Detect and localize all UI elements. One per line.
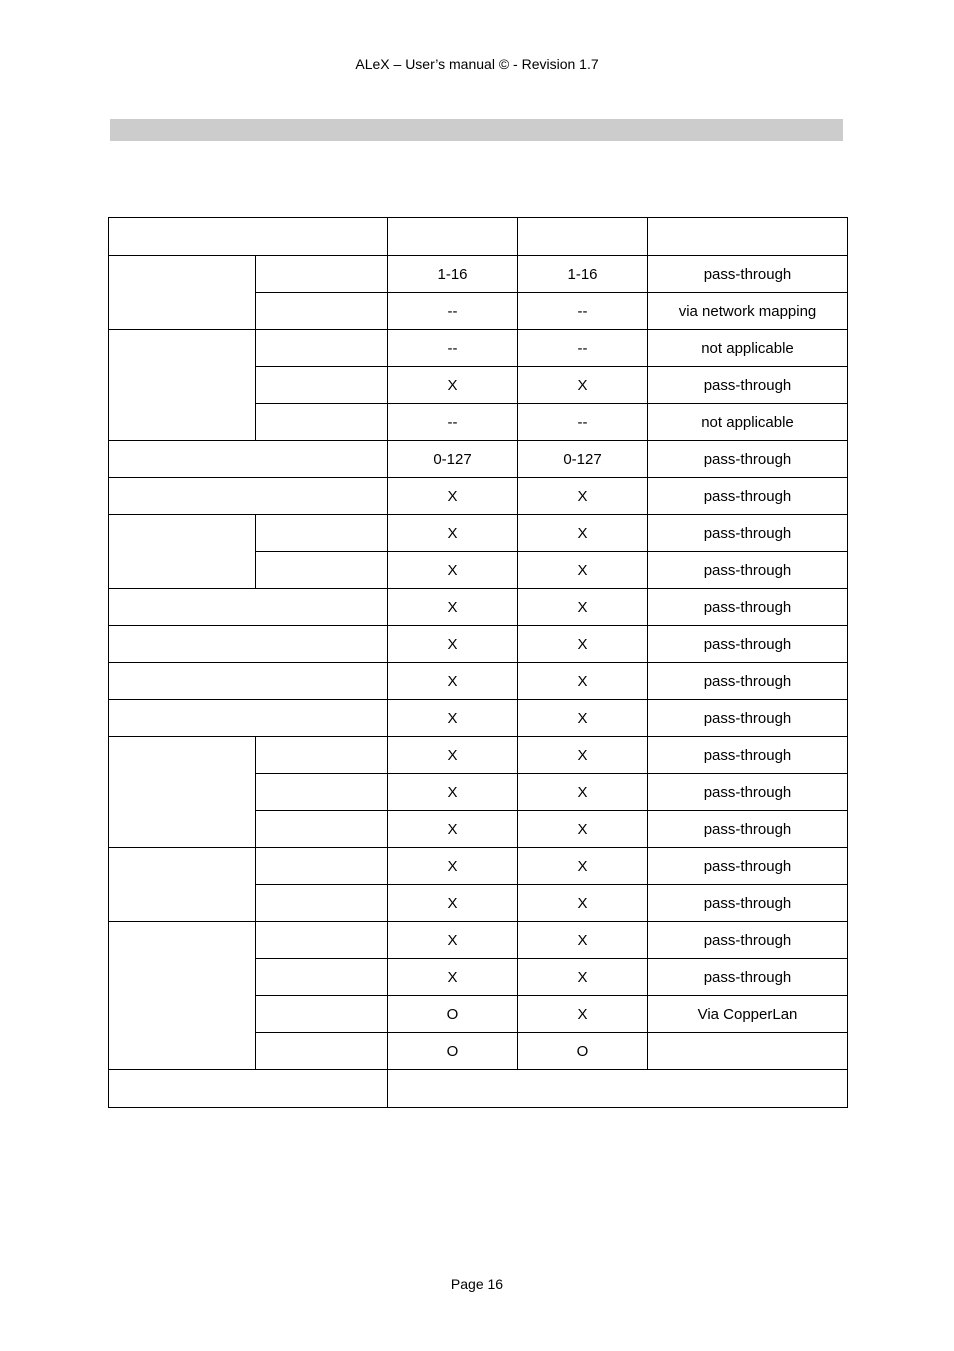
cell-remarks: pass-through xyxy=(648,515,848,552)
sub-label-cell xyxy=(256,959,388,996)
cell-transmitted: X xyxy=(388,589,518,626)
cell-remarks: pass-through xyxy=(648,737,848,774)
cell-transmitted: O xyxy=(388,996,518,1033)
table-header-row xyxy=(109,218,848,256)
cell-recognized: X xyxy=(518,552,648,589)
cell-transmitted: X xyxy=(388,700,518,737)
cell-recognized: -- xyxy=(518,293,648,330)
table-row xyxy=(109,589,848,626)
group-label-cell xyxy=(109,330,256,441)
sub-label-cell xyxy=(256,552,388,589)
label-cell xyxy=(109,700,388,737)
cell-transmitted: X xyxy=(388,811,518,848)
cell-remarks: via network mapping xyxy=(648,293,848,330)
label-cell xyxy=(109,663,388,700)
cell-remarks: pass-through xyxy=(648,256,848,293)
group-label-cell xyxy=(109,515,256,589)
cell-remarks: pass-through xyxy=(648,589,848,626)
cell-recognized: X xyxy=(518,663,648,700)
cell-transmitted: 0-127 xyxy=(388,441,518,478)
sub-label-cell xyxy=(256,515,388,552)
header-cell-recognized xyxy=(518,218,648,256)
sub-label-cell xyxy=(256,330,388,367)
sub-label-cell xyxy=(256,922,388,959)
table-row xyxy=(109,737,848,774)
label-cell xyxy=(109,441,388,478)
cell-recognized: X xyxy=(518,922,648,959)
table-row xyxy=(109,626,848,663)
sub-label-cell xyxy=(256,885,388,922)
cell-recognized: -- xyxy=(518,404,648,441)
cell-remarks: pass-through xyxy=(648,811,848,848)
cell-recognized: X xyxy=(518,996,648,1033)
table-row xyxy=(109,441,848,478)
cell-transmitted: X xyxy=(388,848,518,885)
cell-transmitted: X xyxy=(388,663,518,700)
table-row xyxy=(109,663,848,700)
sub-label-cell xyxy=(256,293,388,330)
cell-transmitted: X xyxy=(388,478,518,515)
cell-transmitted: O xyxy=(388,1033,518,1070)
group-label-cell xyxy=(109,737,256,848)
cell-remarks: not applicable xyxy=(648,330,848,367)
cell-remarks: pass-through xyxy=(648,700,848,737)
table-notes-row xyxy=(109,1070,848,1108)
cell-recognized: -- xyxy=(518,330,648,367)
cell-remarks: pass-through xyxy=(648,774,848,811)
cell-remarks: pass-through xyxy=(648,478,848,515)
cell-recognized: X xyxy=(518,589,648,626)
cell-recognized: X xyxy=(518,700,648,737)
cell-transmitted: X xyxy=(388,885,518,922)
sub-label-cell xyxy=(256,996,388,1033)
cell-remarks: not applicable xyxy=(648,404,848,441)
section-heading-bar xyxy=(110,119,843,141)
cell-transmitted: -- xyxy=(388,330,518,367)
notes-content-cell xyxy=(388,1070,848,1108)
sub-label-cell xyxy=(256,811,388,848)
group-label-cell xyxy=(109,256,256,330)
cell-recognized: X xyxy=(518,626,648,663)
sub-label-cell xyxy=(256,848,388,885)
table-row xyxy=(109,256,848,293)
table-row xyxy=(109,330,848,367)
cell-recognized: X xyxy=(518,367,648,404)
group-label-cell xyxy=(109,848,256,922)
cell-transmitted: X xyxy=(388,367,518,404)
sub-label-cell xyxy=(256,367,388,404)
label-cell xyxy=(109,478,388,515)
cell-transmitted: X xyxy=(388,552,518,589)
cell-transmitted: 1-16 xyxy=(388,256,518,293)
table-row xyxy=(109,922,848,959)
cell-recognized: X xyxy=(518,515,648,552)
cell-remarks: pass-through xyxy=(648,663,848,700)
sub-label-cell xyxy=(256,774,388,811)
cell-recognized: X xyxy=(518,959,648,996)
sub-label-cell xyxy=(256,256,388,293)
cell-transmitted: X xyxy=(388,515,518,552)
cell-remarks: pass-through xyxy=(648,848,848,885)
cell-transmitted: X xyxy=(388,626,518,663)
cell-transmitted: X xyxy=(388,737,518,774)
cell-recognized: X xyxy=(518,885,648,922)
cell-remarks: pass-through xyxy=(648,441,848,478)
cell-recognized: X xyxy=(518,848,648,885)
label-cell xyxy=(109,626,388,663)
cell-recognized: X xyxy=(518,774,648,811)
cell-remarks: pass-through xyxy=(648,367,848,404)
cell-remarks: Via CopperLan xyxy=(648,996,848,1033)
cell-recognized: X xyxy=(518,811,648,848)
group-label-cell xyxy=(109,922,256,1070)
page-number: Page 16 xyxy=(450,1276,504,1292)
label-cell xyxy=(109,589,388,626)
cell-recognized: X xyxy=(518,737,648,774)
cell-transmitted: X xyxy=(388,774,518,811)
header-cell-function xyxy=(109,218,388,256)
cell-recognized: X xyxy=(518,478,648,515)
notes-label-cell xyxy=(109,1070,388,1108)
sub-label-cell xyxy=(256,404,388,441)
sub-label-cell xyxy=(256,1033,388,1070)
cell-transmitted: X xyxy=(388,922,518,959)
cell-recognized: 0-127 xyxy=(518,441,648,478)
cell-recognized: 1-16 xyxy=(518,256,648,293)
table-row xyxy=(109,700,848,737)
cell-transmitted: -- xyxy=(388,404,518,441)
midi-implementation-table xyxy=(108,217,848,1108)
cell-remarks: pass-through xyxy=(648,885,848,922)
cell-remarks: pass-through xyxy=(648,626,848,663)
cell-remarks: pass-through xyxy=(648,552,848,589)
header-cell-transmitted xyxy=(388,218,518,256)
cell-remarks xyxy=(648,1033,848,1070)
cell-remarks: pass-through xyxy=(648,922,848,959)
table-row xyxy=(109,515,848,552)
table-row xyxy=(109,478,848,515)
cell-transmitted: X xyxy=(388,959,518,996)
table-row xyxy=(109,848,848,885)
sub-label-cell xyxy=(256,737,388,774)
cell-transmitted: -- xyxy=(388,293,518,330)
header-cell-remarks xyxy=(648,218,848,256)
cell-remarks: pass-through xyxy=(648,959,848,996)
page-header: ALeX – User’s manual © - Revision 1.7 xyxy=(355,56,599,72)
cell-recognized: O xyxy=(518,1033,648,1070)
